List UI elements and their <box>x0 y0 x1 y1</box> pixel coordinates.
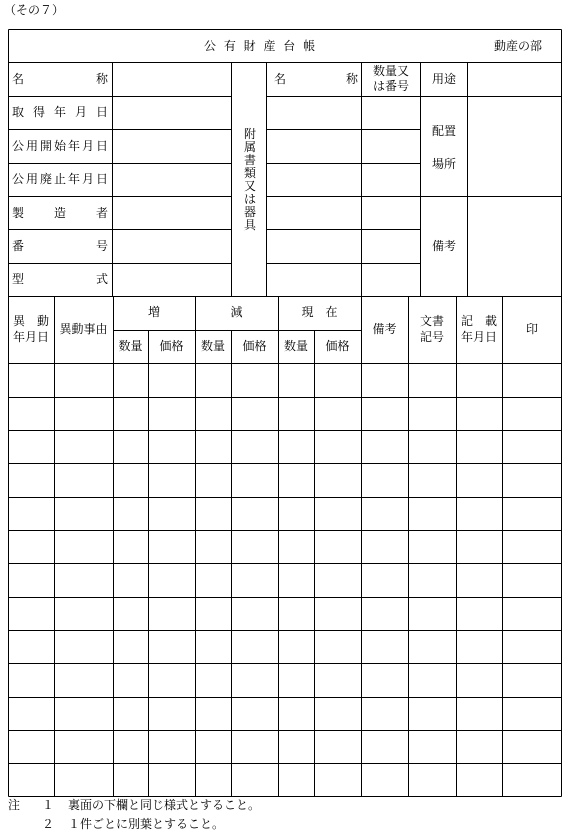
attached-qty-header-1: 数量又 <box>372 64 409 78</box>
label-model: 型 式 <box>12 272 108 286</box>
increase-price-header: 価格 <box>159 339 184 353</box>
note-1-text: 裏面の下欄と同じ様式とすること。 <box>68 798 261 812</box>
section-label: 動産の部 <box>494 39 543 53</box>
history-remarks-header: 備考 <box>372 322 397 336</box>
decrease-header: 減 <box>230 305 243 319</box>
placement-label-2: 場所 <box>432 157 457 171</box>
history-reason-header: 異動事由 <box>59 322 108 336</box>
note-2-number: ２ <box>42 817 55 831</box>
remarks-label: 備考 <box>432 239 457 253</box>
increase-header: 増 <box>147 305 160 319</box>
page-label: （その７） <box>4 3 65 17</box>
label-number: 番 号 <box>12 239 108 253</box>
entry-date-header-2: 年月日 <box>460 330 497 344</box>
use-label: 用途 <box>432 72 457 86</box>
increase-qty-header: 数量 <box>118 339 143 353</box>
notes-prefix: 注 <box>8 798 21 812</box>
decrease-price-header: 価格 <box>242 339 267 353</box>
decrease-qty-header: 数量 <box>200 339 225 353</box>
attached-name-header: 名 称 <box>274 72 359 86</box>
attached-items-vertical-label: 附属書類又は器具 <box>243 127 256 232</box>
label-use-start-date: 公用開始年月日 <box>12 139 108 153</box>
label-acquisition-date: 取 得 年 月 日 <box>12 105 108 119</box>
note-2-text: １件ごとに別葉とすること。 <box>68 817 225 831</box>
history-date-header-2: 年月日 <box>12 330 49 344</box>
entry-date-header-1: 記 載 <box>460 314 497 328</box>
current-qty-header: 数量 <box>283 339 308 353</box>
note-1-number: １ <box>42 798 55 812</box>
form-title: 公 有 財 産 台 帳 <box>204 39 318 53</box>
seal-header: 印 <box>525 322 538 336</box>
attached-qty-header-2: は番号 <box>372 79 409 93</box>
label-name: 名 称 <box>12 72 109 86</box>
current-price-header: 価格 <box>325 339 350 353</box>
current-header: 現 在 <box>301 305 338 319</box>
doc-code-header-1: 文書 <box>419 314 444 328</box>
history-date-header-1: 異 動 <box>12 314 49 328</box>
label-use-end-date: 公用廃止年月日 <box>12 172 108 186</box>
doc-code-header-2: 記号 <box>419 330 444 344</box>
label-manufacturer: 製 造 者 <box>12 206 108 220</box>
placement-label-1: 配置 <box>432 124 457 138</box>
